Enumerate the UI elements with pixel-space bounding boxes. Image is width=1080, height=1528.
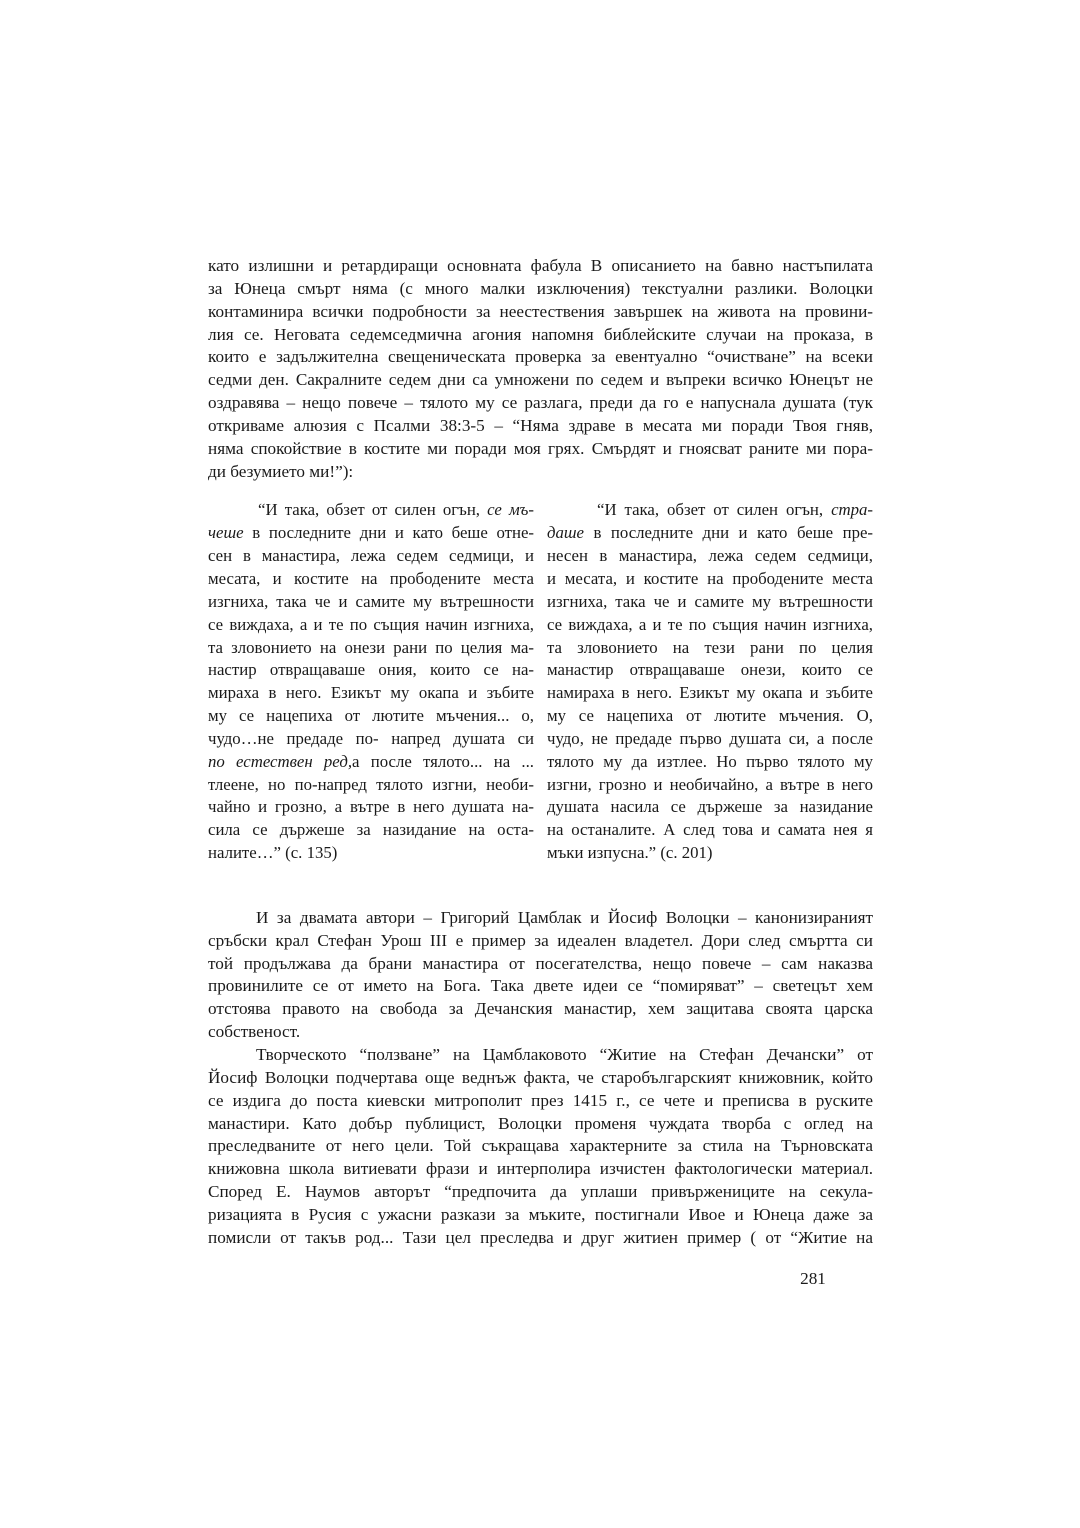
quote-left-column — [208, 499, 534, 865]
text-line: Според Е. Наумов авторът “предпочита да уплаши привържениците на секула- — [208, 1182, 873, 1202]
text-run: “И така, обзет от силен огън, — [258, 500, 488, 520]
text-line — [208, 751, 534, 774]
text-line: Йосиф Волоцки подчертава още веднъж факта, че старобългарският книжовник, който — [208, 1067, 873, 1087]
text-line: Творческото “ползване” на Цамблаковото “Житие на Стефан Дечански” от — [256, 1045, 873, 1064]
italic-run: стра- — [831, 500, 873, 520]
text-run: намираха в него. Езикът му окапа и зъбите — [547, 683, 873, 703]
text-line: контаминира всички подробности за неестествения завършек на живота на провини- — [208, 301, 873, 321]
text-line — [208, 774, 534, 797]
text-run: мираха в него. Езикът му окапа и зъбите — [208, 683, 534, 703]
text-line: лия се. Неговата седемседмична агония напомня библейските случаи на проказа, в — [208, 324, 873, 344]
text-line — [547, 728, 873, 751]
text-run: му се нацепиха от лютите мъчения. О, — [547, 706, 873, 726]
quote-right-text — [547, 499, 873, 865]
text-line — [547, 614, 873, 637]
text-run: тлеене, но по-напред тялото изгни, необи- — [208, 774, 534, 794]
text-run: чайно и грозно, а вътре в него душата на- — [208, 797, 534, 817]
text-line: провинилите се от името на Бога. Така двете идеи се “помиряват” – светецът хем — [208, 976, 873, 996]
text-run: изгни, грозно и необичайно, а вътре в него — [547, 774, 873, 794]
italic-run: по естествен ред, — [208, 751, 353, 771]
text-line — [208, 659, 534, 682]
text-run: сен в манастира, лежа седем седмици, и — [208, 546, 534, 566]
text-line: които е задължителна свещеническата проверка за евентуално “очистване” на всеки — [208, 347, 873, 367]
text-run: чудо…не предаде по- напред душата си — [208, 728, 534, 748]
text-line — [547, 705, 873, 728]
text-run: настир отвращаваше ония, които се на- — [208, 660, 534, 680]
text-line — [208, 614, 534, 637]
text-line: като излишни и ретардиращи основната фабула В описанието на бавно настъпилата — [208, 256, 873, 275]
text-run: на останалите. А след това и самата нея я — [547, 820, 873, 840]
text-line: седми ден. Сакралните седем дни са умножени по седем и въпреки всичко Юнецът не — [208, 370, 873, 390]
italic-run: се мъ- — [487, 500, 534, 520]
text-line: собственост. — [208, 1022, 301, 1042]
text-line: за Юнеца смърт няма (с много малки изключения) текстуални разлики. Волоцки — [208, 278, 873, 298]
text-line — [547, 819, 873, 842]
text-run: а после тялото... на ... — [352, 751, 534, 771]
text-run: душата насила се държеше за назидание — [547, 797, 873, 817]
text-line: сръбски крал Стефан Урош III е пример за идеален владетел. Дори след смъртта си — [208, 930, 873, 950]
text-run: тялото му да изтлее. Но първо тялото му — [547, 751, 873, 771]
text-run: налите…” (с. 135) — [208, 843, 338, 863]
text-line — [208, 545, 534, 568]
text-line: отстоява правото на свобода за Дечанския манастир, хем защитава своята царска — [208, 999, 873, 1019]
body-paragraph-2 — [208, 907, 873, 1044]
text-line: манастири. Като добър публицист, Волоцки променя чуждата творба с оглед на — [208, 1113, 873, 1133]
text-line — [208, 499, 534, 522]
text-run: сила се държеше за назидание на оста- — [208, 820, 534, 840]
page-number: 281 — [800, 1269, 826, 1288]
text-line: се издига до поста киевски митрополит през 1415 г., се чете и преписва в руските — [208, 1090, 873, 1110]
text-run: се виждаха, а и те по същия начин изгниха, — [208, 614, 534, 634]
text-line — [547, 842, 873, 865]
section-spacer — [208, 865, 873, 907]
text-run: мъки изпусна.” (с. 201) — [547, 843, 713, 863]
italic-run: чеше — [208, 523, 244, 543]
text-line — [547, 796, 873, 819]
text-line — [208, 568, 534, 591]
text-line: И за двамата автори – Григорий Цамблак и Йосиф Волоцки – канонизираният — [256, 907, 873, 927]
text-line — [547, 637, 873, 660]
text-run: се виждаха, а и те по същия начин изгниха, — [547, 614, 873, 634]
text-run: изгниха, така че и самите му вътрешности — [208, 591, 534, 611]
text-line — [547, 659, 873, 682]
text-line: ди безумието ми!”): — [208, 461, 354, 481]
text-run: изгниха, така че и самите му вътрешности — [547, 591, 873, 611]
text-line — [208, 819, 534, 842]
quote-left-text — [208, 499, 534, 865]
parallel-quotes — [208, 499, 873, 865]
text-line — [547, 545, 873, 568]
text-line: откриваме алюзия с Псалми 38:3-5 – “Няма здраве в месата ми поради Твоя гняв, — [208, 415, 873, 435]
quote-right-column — [547, 499, 873, 865]
text-run: манастир отвращаваше онези, които се — [547, 660, 873, 680]
text-line: помисли от такъв род... Тази цел преследва и друг житиен пример ( от “Житие на — [208, 1227, 873, 1247]
text-line — [547, 499, 873, 522]
text-line — [208, 842, 534, 865]
body-paragraph-3 — [208, 1044, 873, 1250]
page-body — [208, 255, 873, 1250]
text-run: та зловонието на тези рани по целия — [547, 637, 873, 657]
text-run: чудо, не предаде първо душата си, а после — [547, 728, 873, 748]
italic-run: даше — [547, 523, 584, 543]
text-line — [547, 591, 873, 614]
text-run: та зловонието на онези рани по целия ма- — [208, 637, 534, 657]
text-line: ризацията в Русия с ужасни разкази за мъките, постигнали Ивое и Юнеца даже за — [208, 1204, 873, 1224]
text-line — [547, 751, 873, 774]
text-line: книжовна школа витиевати фрази и интерполира изчистен фактологически материал. — [208, 1159, 873, 1179]
text-run: в последните дни и като беше отне- — [243, 523, 534, 543]
text-line — [208, 591, 534, 614]
text-line — [208, 682, 534, 705]
text-run: в последните дни и като беше пре- — [584, 523, 873, 543]
text-run: несен в манастира, лежа седем седмици, — [547, 546, 873, 566]
text-run: месата, и костите на прободените места — [208, 568, 534, 588]
text-line — [208, 522, 534, 545]
text-run: му се нацепиха от лютите мъчения... о, — [208, 706, 534, 726]
text-line: преследваните от него цели. Той съкращава характерните за стила на Търновската — [208, 1136, 873, 1156]
text-line — [547, 522, 873, 545]
text-line: няма спокойствие в костите ми поради моя грях. Смърдят и гноясват раните ми пора- — [208, 438, 873, 458]
text-line — [547, 682, 873, 705]
text-line: оздравява – нещо повече – тялото му се разлага, преди да го е напуснала душата (тук — [208, 393, 873, 413]
text-line — [208, 728, 534, 751]
text-line — [547, 774, 873, 797]
text-run: и месата, и костите на прободените места — [547, 568, 873, 588]
intro-paragraph — [208, 255, 873, 483]
text-line: той продължава да брани манастира от посегателства, нещо повече – сам наказва — [208, 953, 873, 973]
text-run: “И така, обзет от силен огън, — [597, 500, 832, 520]
text-line — [208, 637, 534, 660]
text-line — [547, 568, 873, 591]
text-line — [208, 705, 534, 728]
text-line — [208, 796, 534, 819]
